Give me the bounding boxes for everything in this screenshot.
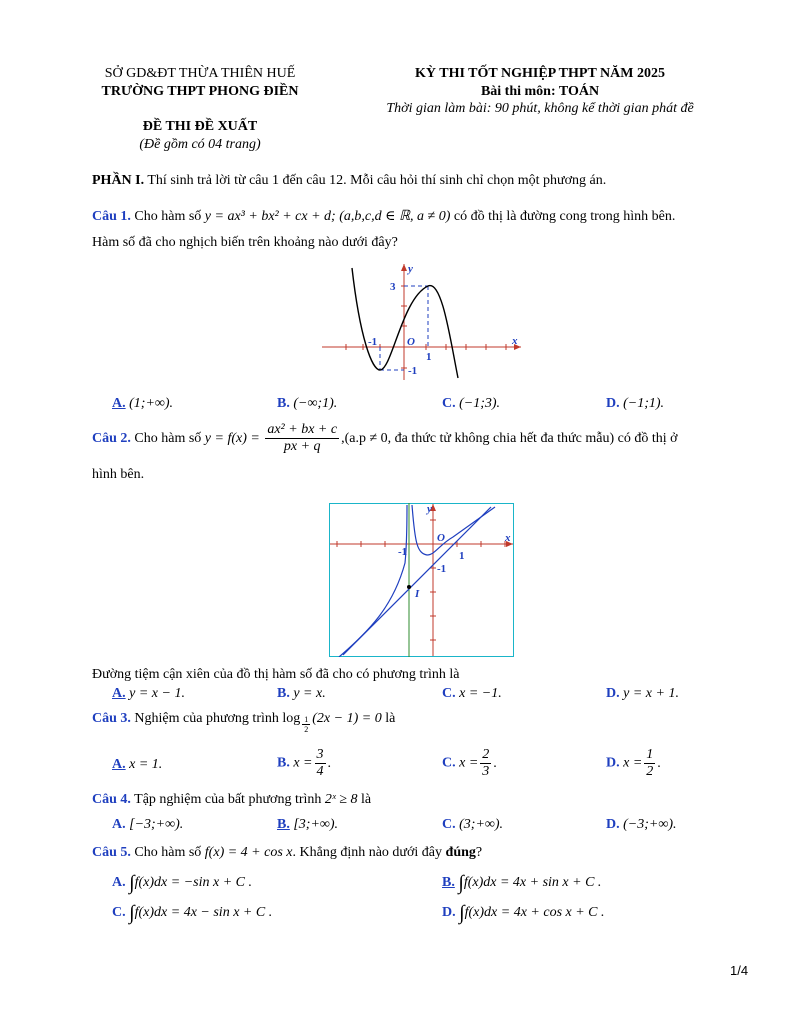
q4-option-a[interactable]: A. [−3;+∞). bbox=[112, 817, 184, 832]
q3-log-base: $\frac{1}{2}$ bbox=[304, 714, 309, 734]
q5-option-c[interactable]: C. ∫f(x)dx = 4x − sin x + C . bbox=[112, 902, 273, 924]
q1-tick-1: 1 bbox=[426, 351, 432, 363]
q2-y-label: y bbox=[427, 503, 432, 515]
q5-line: Câu 5. Cho hàm số f(x) = 4 + cos x. Khẳng định nào dưới đây đúng? bbox=[92, 845, 483, 860]
q5-option-a[interactable]: A. ∫f(x)dx = −sin x + C . bbox=[112, 872, 252, 894]
q3-option-d[interactable]: D. x = $\frac{1}{2}$ . bbox=[606, 747, 661, 780]
q1-tick-m1x: -1 bbox=[368, 336, 378, 348]
q2-graph bbox=[329, 503, 514, 657]
integral-icon: ∫ bbox=[129, 872, 135, 894]
q3-label: Câu 3. bbox=[92, 711, 131, 726]
q1-y-label: y bbox=[408, 263, 413, 275]
q2-line2: hình bên. bbox=[92, 467, 145, 482]
page-number: 1/4 bbox=[730, 963, 749, 978]
q2-question: Đường tiệm cận xiên của đồ thị hàm số đã cho có phương trình là bbox=[92, 667, 460, 682]
integral-icon: ∫ bbox=[129, 902, 135, 924]
q1-curve bbox=[352, 268, 458, 378]
q1-label: Câu 1. bbox=[92, 209, 131, 224]
q4-option-d[interactable]: D. (−3;+∞). bbox=[606, 817, 677, 832]
q2-option-b[interactable]: B. y = x. bbox=[277, 686, 326, 701]
q1-tick-m1y: -1 bbox=[408, 365, 418, 377]
q1-text-b: có đồ thị là đường cong trong hình bên. bbox=[453, 209, 676, 224]
q2-point-i bbox=[407, 585, 411, 589]
q2-tick-1: 1 bbox=[459, 550, 465, 562]
time-note: Thời gian làm bài: 90 phút, không kể thời gian phát đề bbox=[386, 101, 694, 116]
subject: Bài thi môn: TOÁN bbox=[480, 84, 600, 99]
q2-curve-right bbox=[412, 505, 495, 555]
q1-y-arrow-icon bbox=[401, 264, 407, 271]
q4-option-b[interactable]: B. [3;+∞). bbox=[277, 817, 339, 832]
exam-title: KỲ THI TỐT NGHIỆP THPT NĂM 2025 bbox=[415, 66, 665, 81]
q1-origin: O bbox=[407, 336, 415, 348]
page-count-note: (Đề gồm có 04 trang) bbox=[139, 137, 261, 152]
q5-label: Câu 5. bbox=[92, 845, 131, 860]
q2-origin: O bbox=[437, 532, 445, 544]
school-name: TRƯỜNG THPT PHONG ĐIỀN bbox=[101, 84, 299, 99]
part1-label: PHẦN I. bbox=[92, 173, 145, 188]
q3-option-a[interactable]: A. x = 1. bbox=[112, 757, 163, 772]
part1-instruction: Thí sinh trả lời từ câu 1 đến câu 12. Mỗi câu hỏi thí sinh chỉ chọn một phương án. bbox=[147, 173, 607, 188]
q1-option-c[interactable]: C. (−1;3). bbox=[442, 396, 501, 411]
dept-name: SỞ GD&ĐT THỪA THIÊN HUẾ bbox=[104, 66, 296, 81]
q4-line: Câu 4. Tập nghiệm của bất phương trình 2ˣ ≥ 8 là bbox=[92, 792, 372, 807]
proposal-title: ĐỀ THI ĐỀ XUẤT bbox=[142, 119, 258, 134]
q2-frame bbox=[330, 504, 514, 657]
q5-option-d[interactable]: D. ∫f(x)dx = 4x + cos x + C . bbox=[442, 902, 605, 924]
q2-point-i-label: I bbox=[415, 588, 420, 600]
q3-line: Câu 3. Nghiệm của phương trình log $\frac{1}{2}$ (2x − 1) = 0 là bbox=[92, 711, 396, 734]
q1-graph bbox=[316, 258, 526, 382]
integral-icon: ∫ bbox=[459, 902, 465, 924]
q2-fraction: $\frac{\text{ax² + bx + c}}{px + q}$ bbox=[267, 422, 338, 455]
q1-line1 bbox=[92, 208, 752, 225]
q1-x-label: x bbox=[512, 335, 518, 347]
q1-option-a[interactable]: A. (1;+∞). bbox=[112, 396, 174, 411]
q2-tick-m1y: -1 bbox=[437, 563, 447, 575]
q2-option-a[interactable]: A. y = x − 1. bbox=[112, 686, 185, 701]
q2-tick-m1x: -1 bbox=[398, 546, 408, 558]
q1-tick-3: 3 bbox=[390, 281, 396, 293]
q4-option-c[interactable]: C. (3;+∞). bbox=[442, 817, 504, 832]
q2-label: Câu 2. bbox=[92, 430, 131, 446]
q2-line1: Câu 2. Cho hàm số y = f(x) = $\frac{\text{ax² + bx + c}}{px + q}$ ,(a.p ≠ 0, đa thức tử không chia hết đa thức mẫu) có đồ thị ở bbox=[92, 422, 678, 455]
integral-icon: ∫ bbox=[458, 872, 464, 894]
part1-line bbox=[92, 173, 606, 189]
q1-option-b[interactable]: B. (−∞;1). bbox=[277, 396, 338, 411]
q2-option-d[interactable]: D. y = x + 1. bbox=[606, 686, 679, 701]
q3-option-b[interactable]: B. x = $\frac{3}{4}$ . bbox=[277, 747, 332, 780]
q1-formula: y = ax³ + bx² + cx + d; (a,b,c,d ∈ ℝ, a ≠ 0) bbox=[204, 209, 451, 224]
q2-x-label: x bbox=[505, 532, 511, 544]
q1-option-d[interactable]: D. (−1;1). bbox=[606, 396, 665, 411]
q2-option-c[interactable]: C. x = −1. bbox=[442, 686, 502, 701]
q4-label: Câu 4. bbox=[92, 792, 131, 807]
q1-text-a: Cho hàm số bbox=[134, 209, 202, 224]
q3-option-c[interactable]: C. x = $\frac{2}{3}$ . bbox=[442, 747, 497, 780]
q1-line2: Hàm số đã cho nghịch biến trên khoảng nào dưới đây? bbox=[92, 235, 398, 250]
q2-curve-left bbox=[339, 505, 407, 657]
q5-option-b[interactable]: B. ∫f(x)dx = 4x + sin x + C . bbox=[442, 872, 602, 894]
q2-ticks bbox=[337, 520, 505, 640]
